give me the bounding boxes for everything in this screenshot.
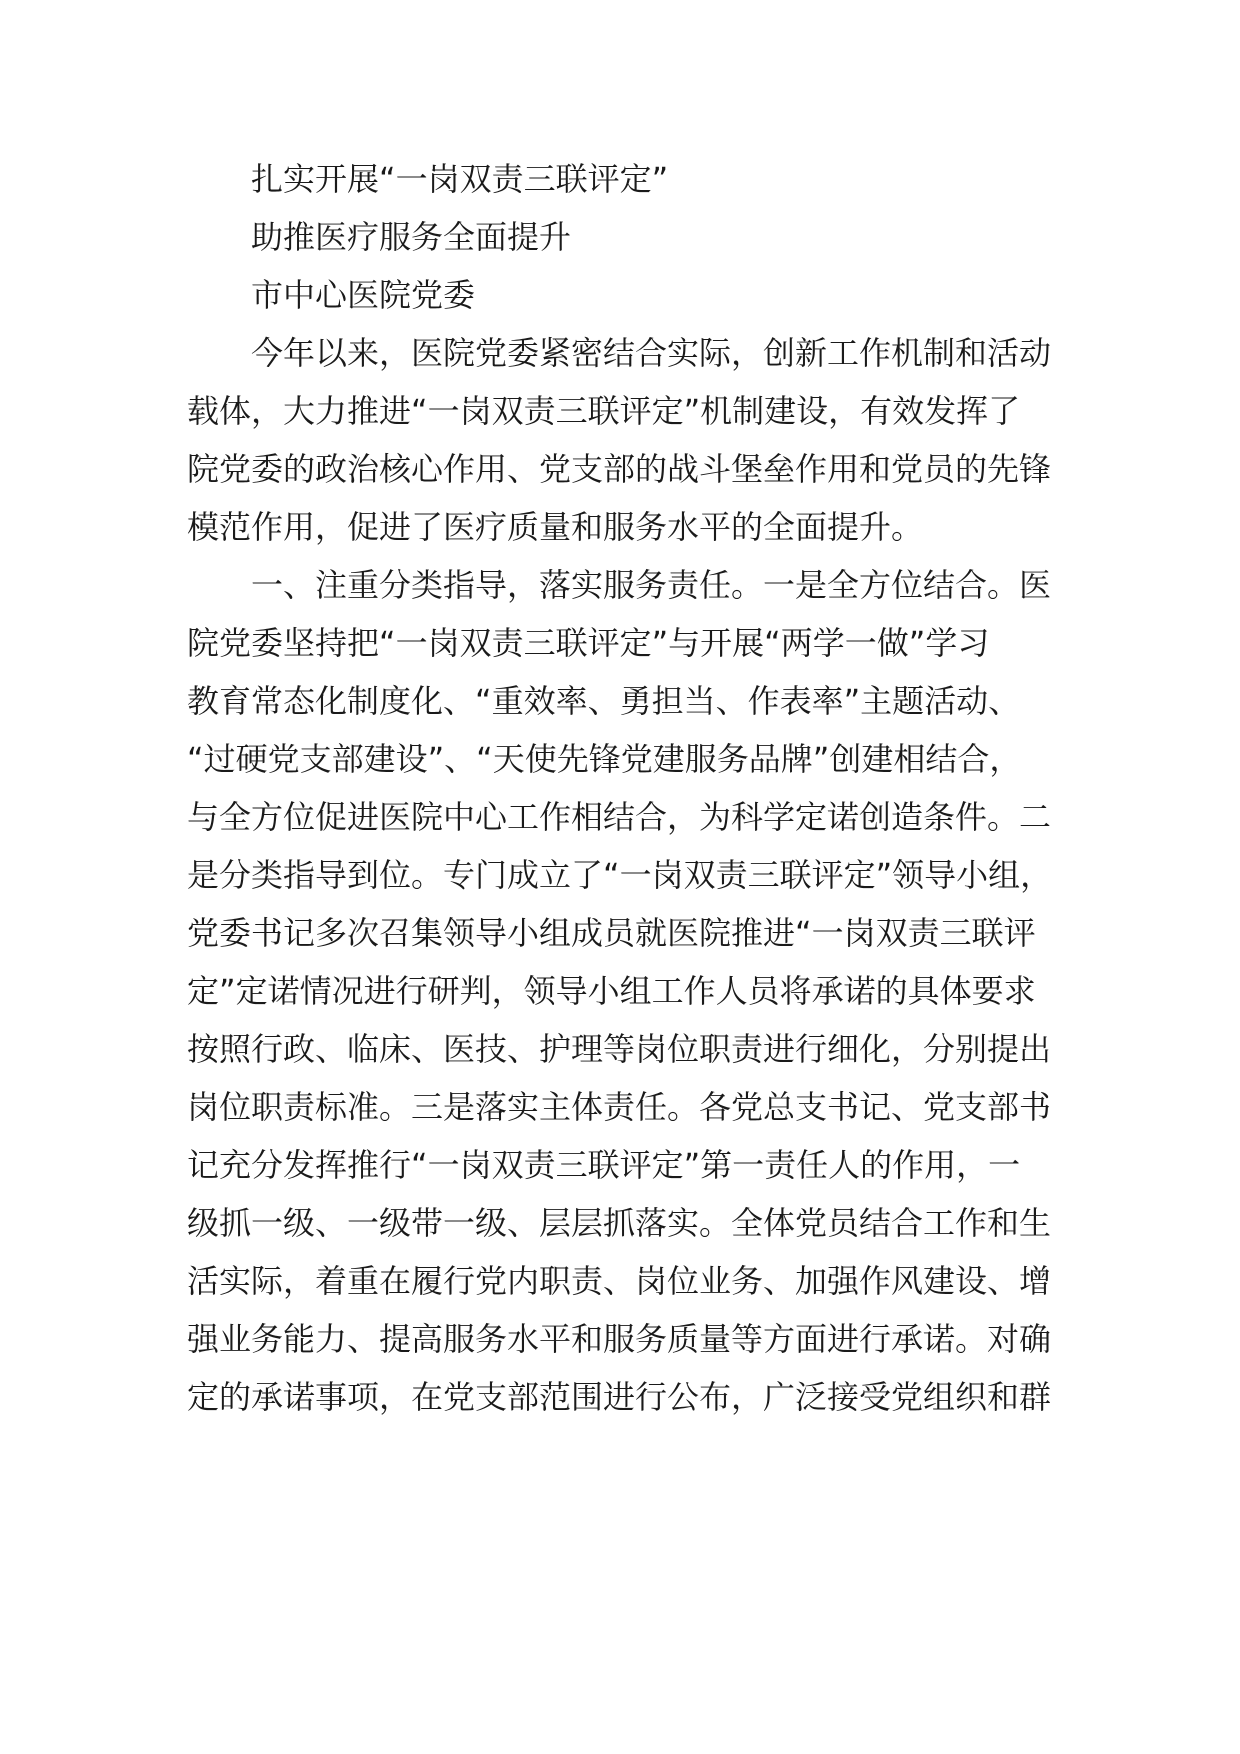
paragraph-1-line: 今年以来，医院党委紧密结合实际，创新工作机制和活动: [251, 334, 1052, 372]
paragraph-1-line: 模范作用，促进了医疗质量和服务水平的全面提升。: [187, 508, 924, 546]
paragraph-2-line: 活实际，着重在履行党内职责、岗位业务、加强作风建设、增: [187, 1262, 1052, 1300]
paragraph-2-line: 定的承诺事项，在党支部范围进行公布，广泛接受党组织和群: [187, 1378, 1052, 1416]
paragraph-2-line: 与全方位促进医院中心工作相结合，为科学定诺创造条件。二: [187, 798, 1052, 836]
paragraph-2-line: 院党委坚持把“一岗双责三联评定”与开展“两学一做”学习: [187, 624, 990, 662]
paragraph-1-line: 载体，大力推进“一岗双责三联评定”机制建设，有效发挥了: [187, 392, 1021, 430]
paragraph-2-line: 岗位职责标准。三是落实主体责任。各党总支书记、党支部书: [187, 1088, 1052, 1126]
paragraph-2-line: 一、注重分类指导，落实服务责任。一是全方位结合。医: [251, 566, 1052, 604]
paragraph-1-line: 院党委的政治核心作用、党支部的战斗堡垒作用和党员的先锋: [187, 450, 1052, 488]
paragraph-2-line: 强业务能力、提高服务水平和服务质量等方面进行承诺。对确: [187, 1320, 1052, 1358]
document-author: 市中心医院党委: [251, 276, 476, 314]
paragraph-2-line: 是分类指导到位。专门成立了“一岗双责三联评定”领导小组，: [187, 856, 1053, 894]
paragraph-2-line: 定”定诺情况进行研判，领导小组工作人员将承诺的具体要求: [187, 972, 1036, 1010]
paragraph-2-line: 党委书记多次召集领导小组成员就医院推进“一岗双责三联评: [187, 914, 1036, 952]
document-title-line-2: 助推医疗服务全面提升: [251, 218, 572, 256]
paragraph-2-line: 级抓一级、一级带一级、层层抓落实。全体党员结合工作和生: [187, 1204, 1052, 1242]
paragraph-2-line: 按照行政、临床、医技、护理等岗位职责进行细化，分别提出: [187, 1030, 1052, 1068]
paragraph-2-line: 教育常态化制度化、“重效率、勇担当、作表率”主题活动、: [187, 682, 1021, 720]
document-title-line-1: 扎实开展“一岗双责三联评定”: [251, 160, 669, 198]
paragraph-2-line: 记充分发挥推行“一岗双责三联评定”第一责任人的作用，一: [187, 1146, 1021, 1184]
paragraph-2-line: “过硬党支部建设”、“天使先锋党建服务品牌”创建相结合，: [187, 740, 1022, 778]
